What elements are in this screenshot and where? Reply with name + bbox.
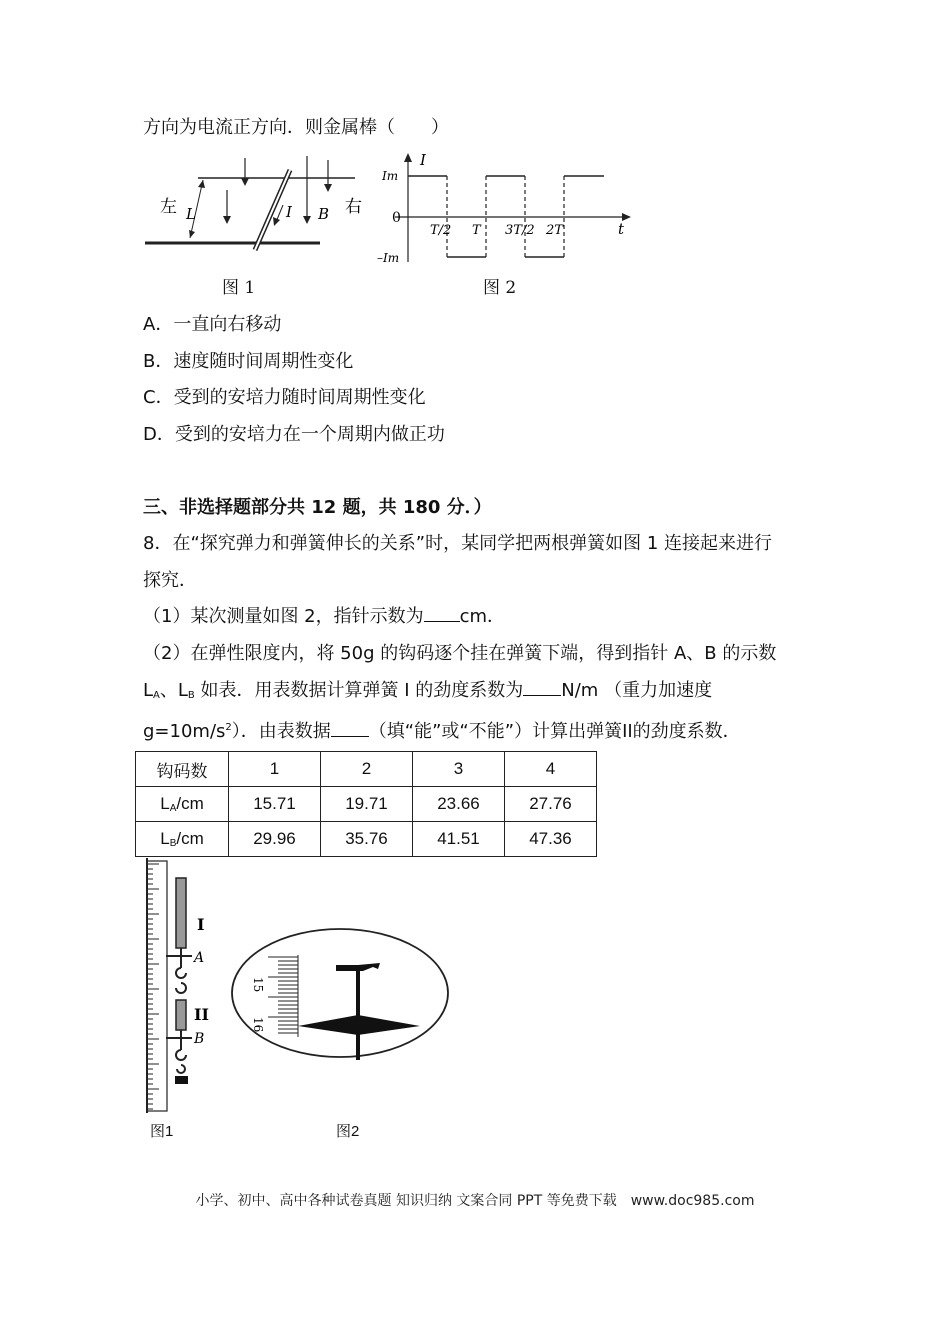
spring-data-table (135, 751, 597, 857)
table-header-cell: 钩码数 (136, 752, 229, 787)
figure-1-caption: 图 1 (222, 278, 256, 298)
table-cell: 41.51 (413, 822, 505, 857)
row-label-LB: $L_B/cm$ (136, 822, 229, 857)
option-c: C．受到的安培力随时间周期性变化 (143, 387, 426, 408)
pointer-tip (298, 1015, 420, 1035)
tick-T-half: T/2 (430, 223, 452, 238)
label-I: I (197, 915, 205, 934)
table-cell: 29.96 (229, 822, 321, 857)
LA-symbol: $L_A$ (143, 680, 160, 701)
scale-label-16: 16 (251, 1017, 265, 1033)
q8-part-2-line-1: （2）在弹性限度内，将 50g 的钩码逐个挂在弹簧下端，得到指针 A、B 的示数 (143, 643, 777, 664)
magnifier-outline (232, 929, 448, 1057)
spring-I (176, 878, 186, 948)
LB-symbol: $L_B$ (177, 680, 195, 701)
table-header-cell: 4 (505, 752, 597, 787)
magnified-scale-figure (228, 925, 454, 1061)
label-A: A (194, 950, 205, 966)
answer-blank-can-or-cannot[interactable] (331, 720, 369, 737)
q8-line-2: 探究． (143, 570, 197, 591)
answer-blank-reading[interactable] (424, 605, 460, 622)
B-label: B (318, 205, 330, 223)
L-label: L (186, 205, 196, 223)
table-header-cell: 2 (321, 752, 413, 787)
q8-part-1-unit: cm． (459, 606, 506, 627)
answer-blank-stiffness[interactable] (523, 679, 561, 696)
option-b: B．速度随时间周期性变化 (143, 351, 354, 372)
q8-part-2-line-2: $L_A$、$L_B$ 如表．用表数据计算弹簧 I 的劲度系数为 N/m （重力加速度 (143, 680, 713, 701)
t-axis-label: t (618, 220, 625, 238)
tick-T: T (472, 223, 481, 238)
option-d: D．受到的安培力在一个周期内做正功 (143, 424, 445, 445)
I-label: I (286, 203, 292, 221)
row-label-LA: $L_A/cm$ (136, 787, 229, 822)
hook-weight (175, 1076, 188, 1084)
I-axis-label: I (420, 151, 426, 169)
label-B: B (194, 1031, 205, 1047)
table-header-cell: 3 (413, 752, 505, 787)
table-cell: 23.66 (413, 787, 505, 822)
table-row (136, 787, 597, 822)
q8-part-1 (143, 605, 505, 629)
page-footer: 小学、初中、高中各种试卷真题 知识归纳 文案合同 PPT 等免费下载 www.doc985.com (195, 1193, 755, 1209)
tick-2T: 2T (546, 223, 563, 238)
label-II: II (194, 1005, 209, 1024)
q8-part-2-line-3: $g=10m/s^2$）．由表数据 （填“能”或“不能”）计算出弹簧II的劲度系数． (143, 721, 741, 742)
table-cell: 35.76 (321, 822, 413, 857)
table-row (136, 822, 597, 857)
q8-line-1: 8．在“探究弹力和弹簧伸长的关系”时，某同学把两根弹簧如图 1 连接起来进行 (143, 533, 772, 554)
Im-label: Im (382, 169, 399, 183)
q8-part-2-text: 如表．用表数据计算弹簧 I 的劲度系数为 (200, 680, 524, 701)
spring-II (176, 1000, 186, 1030)
neg-Im-label: –Im (377, 251, 400, 265)
tick-3T-half: 3T/2 (505, 223, 535, 238)
spring-apparatus-figure (140, 858, 220, 1116)
table-cell: 19.71 (321, 787, 413, 822)
figure-1-caption-bottom: 图1 (150, 1123, 174, 1140)
q8-part-1-text: （1）某次测量如图 2，指针示数为 (143, 606, 424, 627)
scale-label-15: 15 (251, 977, 265, 993)
figure-2-caption: 图 2 (483, 278, 517, 298)
table-cell: 15.71 (229, 787, 321, 822)
figure-2-current-graph (375, 150, 640, 270)
table-header-row (136, 752, 597, 787)
table-header-cell: 1 (229, 752, 321, 787)
section-heading: 三、非选择题部分共 12 题，共 180 分．） (143, 497, 492, 518)
figure-2-caption-bottom: 图2 (336, 1123, 360, 1140)
right-label: 右 (345, 197, 362, 217)
table-cell: 47.36 (505, 822, 597, 857)
left-label: 左 (160, 197, 177, 217)
ruler-ticks (147, 864, 159, 1109)
figure-1-rails-diagram (140, 150, 380, 300)
zero-label: 0 (392, 210, 401, 226)
intro-line: 方向为电流正方向．则金属棒（ ） (143, 117, 449, 138)
option-a: A．一直向右移动 (143, 314, 282, 335)
q8-part-2-unit: N/m （重力加速度 (561, 680, 713, 701)
table-cell: 27.76 (505, 787, 597, 822)
scale-ticks (268, 957, 298, 1033)
